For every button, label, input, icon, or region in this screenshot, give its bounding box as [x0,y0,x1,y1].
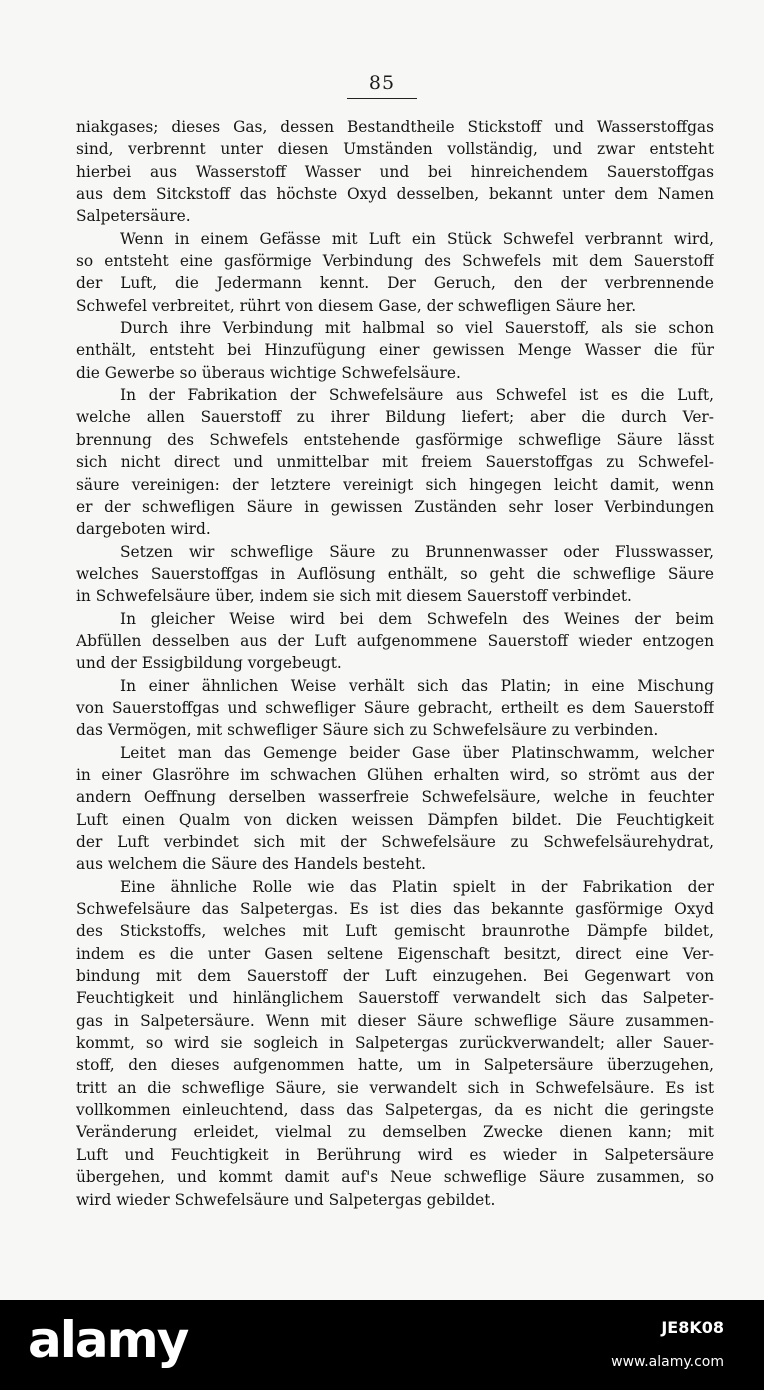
text-line: in einer Glasröhre im schwachen Glühen erhalten wird, so strömt aus der [76,765,714,784]
text-line: Abfüllen desselben aus der Luft aufgenommene Sauerstoff wieder entzogen [76,631,714,650]
site-url: www.alamy.com [611,1354,724,1370]
text-line: der Luft, die Jedermann kennt. Der Geruch, den der verbrennende [76,274,714,293]
text-line: Schwefelsäure das Salpetergas. Es ist dies das bekannte gasförmige Oxyd [76,900,714,919]
text-line: tritt an die schweflige Säure, sie verwandelt sich in Schwefelsäure. Es ist [76,1078,714,1097]
text-line: er der schwefligen Säure in gewissen Zuständen sehr loser Verbindungen [76,497,714,516]
text-line: Eine ähnliche Rolle wie das Platin spielt in der Fabrikation der [120,877,714,896]
text-line: sind, verbrennt unter diesen Umständen vollständig, und zwar entsteht [76,140,714,159]
text-line: Luft und Feuchtigkeit in Berührung wird es wieder in Salpetersäure [76,1145,714,1164]
text-line: Salpetersäure. [76,207,191,226]
text-line: so entsteht eine gasförmige Verbindung des Schwefels mit dem Sauerstoff [76,252,714,271]
text-line: aus welchem die Säure des Handels besteht. [76,855,427,874]
text-line: andern Oeffnung derselben wasserfreie Schwefelsäure, welche in feuchter [76,788,714,807]
text-line: und der Essigbildung vorgebeugt. [76,654,342,673]
text-line: welches Sauerstoffgas in Auflösung enthält, so geht die schweflige Säure [76,564,714,583]
text-line: dargeboten wird. [76,520,211,539]
body-text [76,116,714,1211]
text-line: die Gewerbe so überaus wichtige Schwefelsäure. [76,363,461,382]
image-id: JE8K08 [661,1318,724,1337]
text-line: gas in Salpetersäure. Wenn mit dieser Säure schweflige Säure zusammen- [76,1011,714,1030]
text-line: Durch ihre Verbindung mit halbmal so viel Sauerstoff, als sie schon [120,319,714,338]
text-line: hierbei aus Wasserstoff Wasser und bei hinreichendem Sauerstoffgas [76,162,714,181]
text-line: des Stickstoffs, welches mit Luft gemischt braunrothe Dämpfe bildet, [76,922,714,941]
text-line: welche allen Sauerstoff zu ihrer Bildung liefert; aber die durch Ver- [76,408,714,427]
text-line: kommt, so wird sie sogleich in Salpetergas zurückverwandelt; aller Sauer- [76,1034,714,1053]
text-line: säure vereinigen: der letztere vereinigt sich hingegen leicht damit, wenn [76,475,714,494]
text-line: in Schwefelsäure über, indem sie sich mit diesem Sauerstoff verbindet. [76,587,632,606]
text-line: vollkommen einleuchtend, dass das Salpetergas, da es nicht die geringste [76,1101,714,1120]
text-line: enthält, entsteht bei Hinzufügung einer gewissen Menge Wasser die für [76,341,714,360]
text-line: Veränderung erleidet, vielmal zu demselben Zwecke dienen kann; mit [76,1123,714,1142]
text-line: bindung mit dem Sauerstoff der Luft einzugehen. Bei Gegenwart von [76,967,714,986]
text-line: Luft einen Qualm von dicken weissen Dämpfen bildet. Die Feuchtigkeit [76,810,714,829]
page-number-rule [347,98,417,99]
text-line: sich nicht direct und unmittelbar mit freiem Sauerstoffgas zu Schwefel- [76,453,714,472]
text-line: wird wieder Schwefelsäure und Salpetergas gebildet. [76,1190,496,1209]
text-line: Setzen wir schweflige Säure zu Brunnenwasser oder Flusswasser, [120,542,714,561]
text-line: Wenn in einem Gefässe mit Luft ein Stück Schwefel verbrannt wird, [120,229,714,248]
text-line: Feuchtigkeit und hinlänglichem Sauerstoff verwandelt sich das Salpeter- [76,989,714,1008]
text-line: Leitet man das Gemenge beider Gase über Platinschwamm, welcher [120,743,714,762]
text-line: In einer ähnlichen Weise verhält sich das Platin; in eine Mischung [120,676,714,695]
text-line: stoff, den dieses aufgenommen hatte, um in Salpetersäure überzugehen, [76,1056,714,1075]
text-line: übergehen, und kommt damit auf's Neue schweflige Säure zusammen, so [76,1168,714,1187]
text-line: das Vermögen, mit schwefliger Säure sich zu Schwefelsäure zu verbinden. [76,721,659,740]
text-line: indem es die unter Gasen seltene Eigenschaft besitzt, direct eine Ver- [76,944,714,963]
page-number: 85 [368,72,396,94]
text-line: In der Fabrikation der Schwefelsäure aus Schwefel ist es die Luft, [120,386,714,405]
brand-logo: alamy [28,1311,188,1369]
text-line: aus dem Sitckstoff das höchste Oxyd desselben, bekannt unter dem Namen [76,185,714,204]
watermark-footer [0,1300,764,1390]
text-line: Schwefel verbreitet, rührt von diesem Gase, der schwefligen Säure her. [76,296,637,315]
text-line: niakgases; dieses Gas, dessen Bestandtheile Stickstoff und Wasserstoffgas [76,118,714,136]
text-line: In gleicher Weise wird bei dem Schwefeln des Weines der beim [120,609,714,628]
text-line: brennung des Schwefels entstehende gasförmige schweflige Säure lässt [76,430,714,449]
text-line: der Luft verbindet sich mit der Schwefelsäure zu Schwefelsäurehydrat, [76,833,714,851]
text-line: von Sauerstoffgas und schwefliger Säure gebracht, ertheilt es dem Sauerstoff [76,698,714,717]
